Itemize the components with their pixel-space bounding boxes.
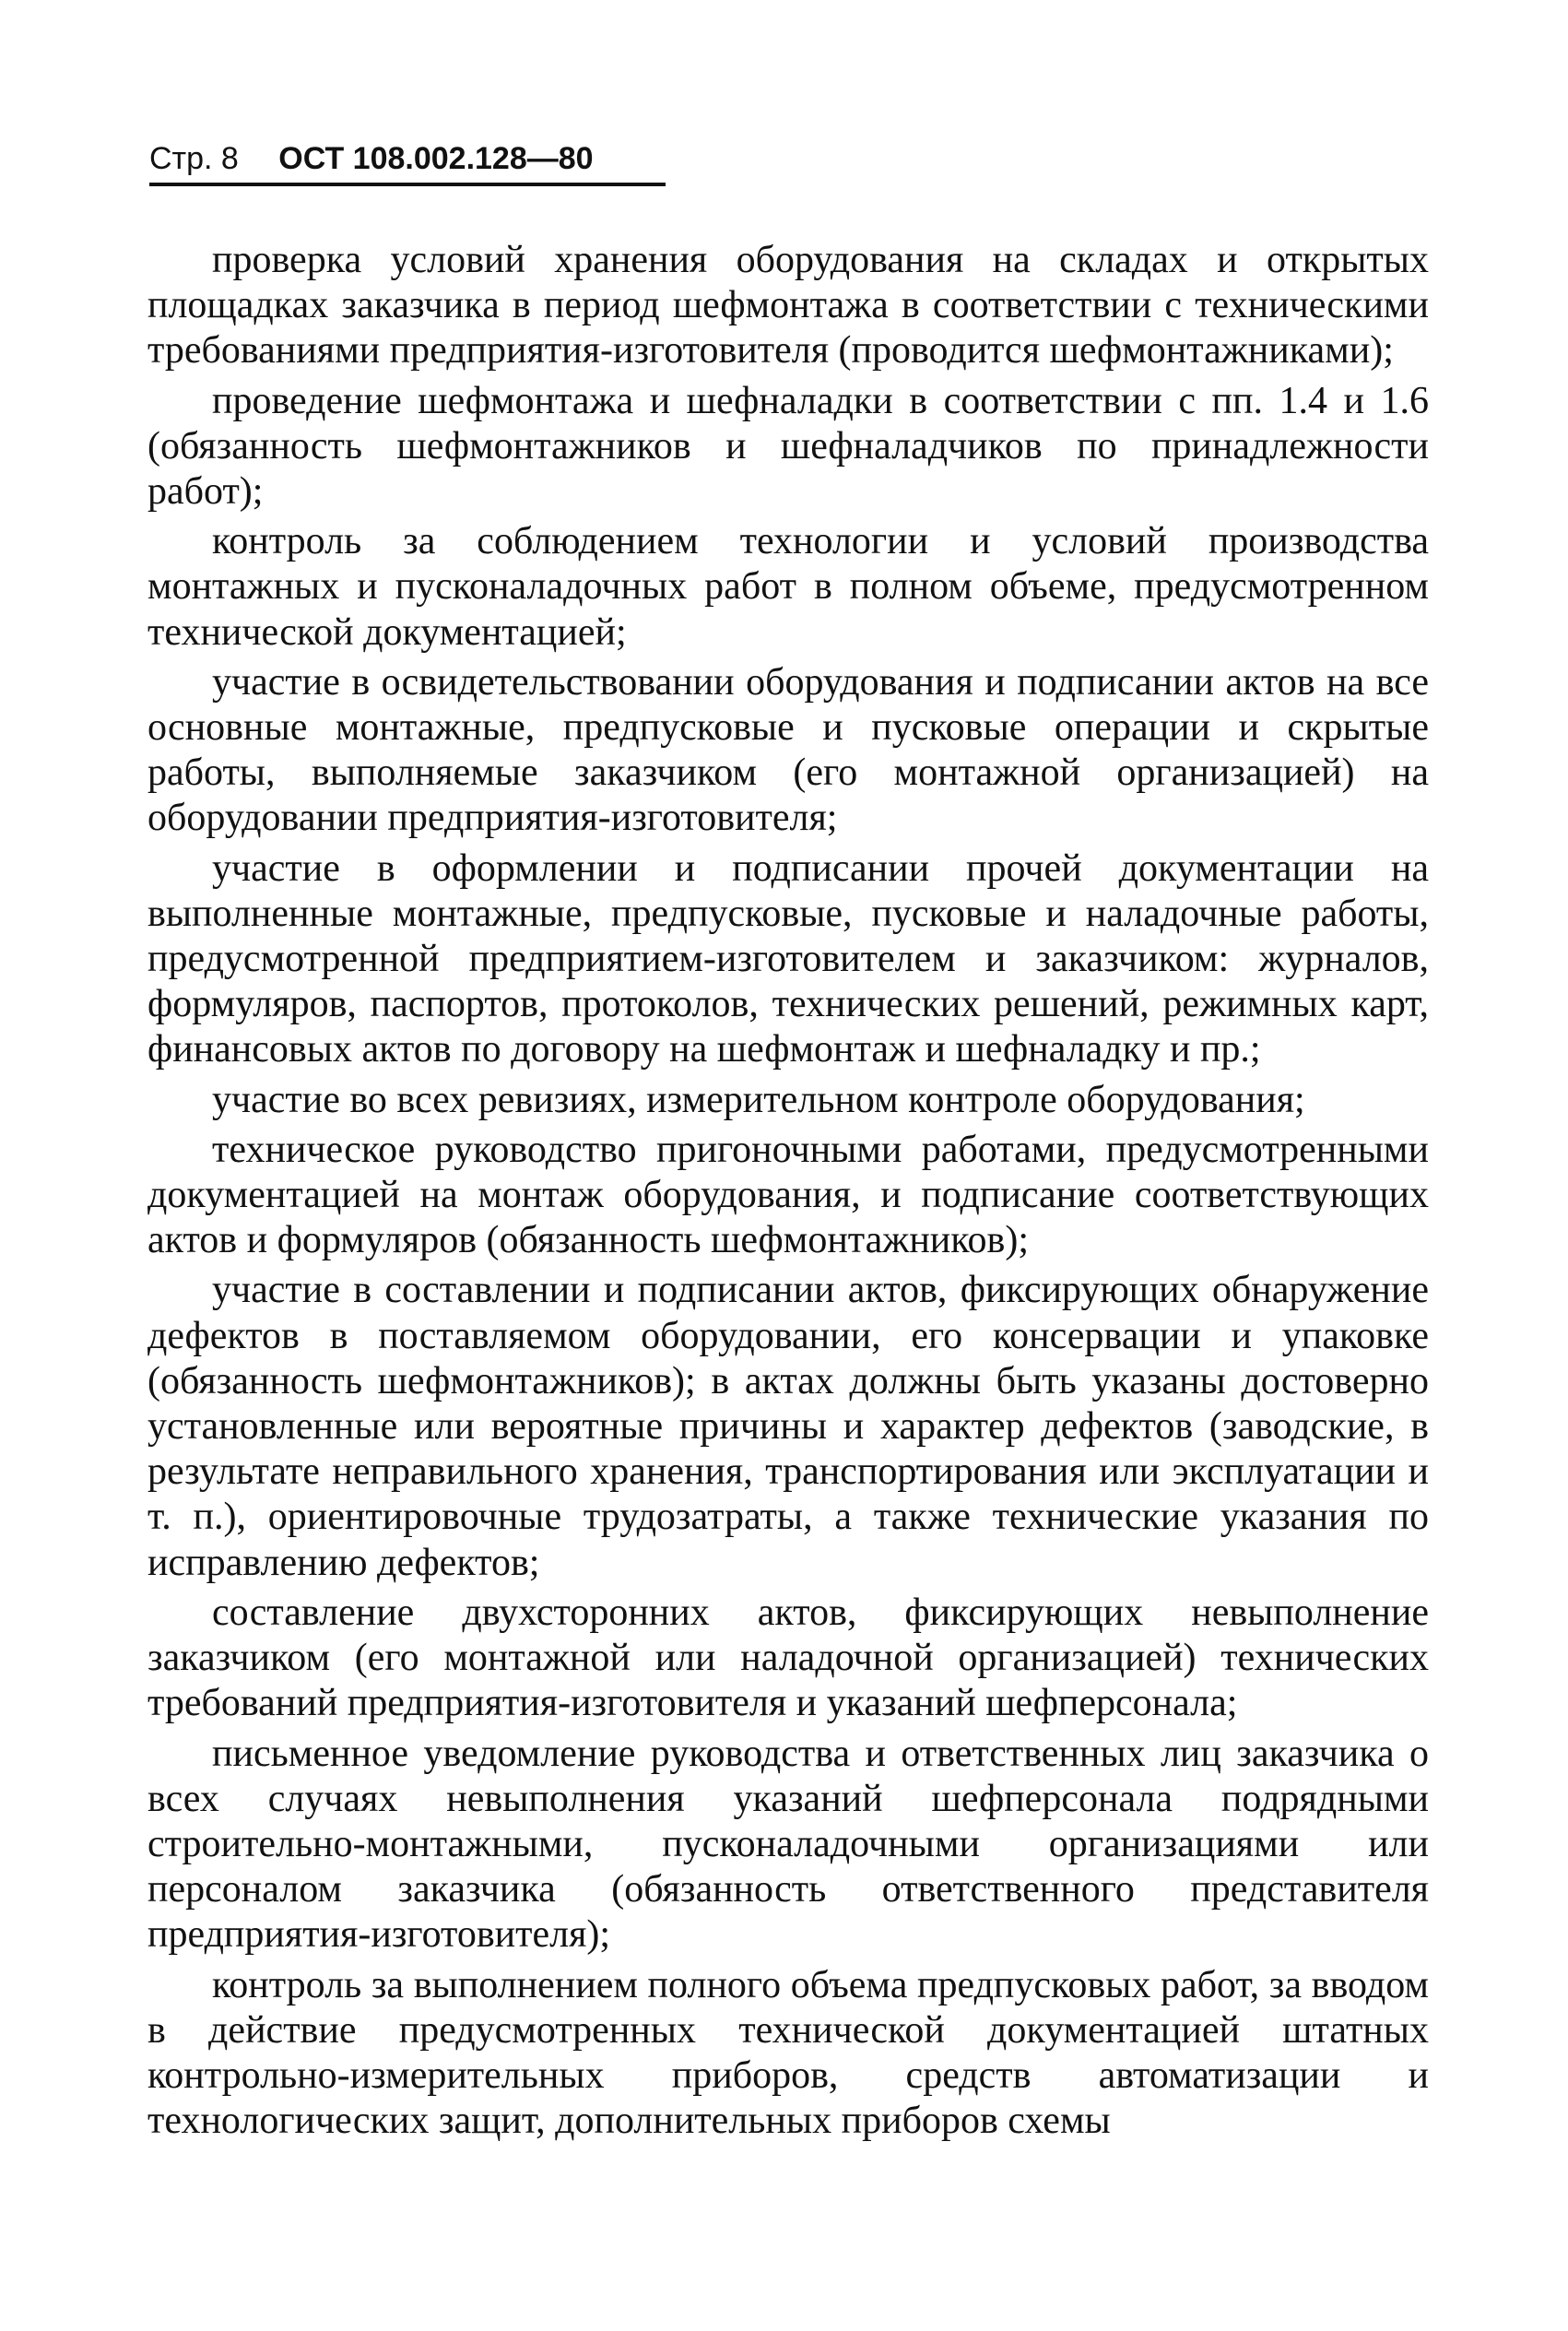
paragraph: составление двухсторонних актов, фиксирующих невыполнение заказчиком (его монтажной или наладочной организацией) технических требований предприятия-изготовителя и указаний шефперсонала; xyxy=(147,1591,1429,1725)
paragraph: проверка условий хранения оборудования на складах и открытых площадках заказчика в период шефмонтажа в соответствии с техническими требованиями предприятия-изготовителя (проводится шефмонтажниками); xyxy=(147,239,1429,373)
paragraph: проведение шефмонтажа и шефналадки в соответствии с пп. 1.4 и 1.6 (обязанность шефмонтажников и шефналадчиков по принадлежности работ); xyxy=(147,379,1429,514)
body-text xyxy=(147,238,1429,2144)
paragraph: письменное уведомление руководства и ответственных лиц заказчика о всех случаях невыполнения указаний шефперсонала подрядными строительно-монтажными, пусконаладочными организациями или персоналом заказчика (обязанность ответственного представителя предприятия-изготовителя); xyxy=(147,1732,1429,1957)
document-code: ОСТ 108.002.128—80 xyxy=(278,141,594,176)
running-header xyxy=(149,135,666,186)
paragraph: участие в оформлении и подписании прочей документации на выполненные монтажные, предпусковые, пусковые и наладочные работы, предусмотренной предприятием-изготовителем и заказчиком: журналов, формуляров, паспортов, протоколов, технических решений, режимных карт, финансовых актов по договору на шефмонтаж и шефналадку и пр.; xyxy=(147,846,1429,1071)
paragraph: техническое руководство пригоночными работами, предусмотренными документацией на монтаж оборудования, и подписание соответствующих актов и формуляров (обязанность шефмонтажников); xyxy=(147,1128,1429,1262)
paragraph: контроль за выполнением полного объема предпусковых работ, за вводом в действие предусмотренных технической документацией штатных контрольно-измерительных приборов, средств автоматизации и технологических защит, дополнительных приборов схемы xyxy=(147,1963,1429,2143)
paragraph: участие в составлении и подписании актов, фиксирующих обнаружение дефектов в поставляемом оборудовании, его консервации и упаковке (обязанность шефмонтажников); в актах должны быть указаны достоверно установленные или вероятные причины и характер дефектов (заводские, в результате неправильного хранения, транспортирования или эксплуатации и т. п.), ориентировочные трудозатраты, а также технические указания по исправлению дефектов; xyxy=(147,1269,1429,1584)
paragraph: контроль за соблюдением технологии и условий производства монтажных и пусконаладочных работ в полном объеме, предусмотренном технической документацией; xyxy=(147,520,1429,654)
paragraph: участие в освидетельствовании оборудования и подписании актов на все основные монтажные, предпусковые и пусковые операции и скрытые работы, выполняемые заказчиком (его монтажной организацией) на оборудовании предприятия-изготовителя; xyxy=(147,660,1429,840)
paragraph: участие во всех ревизиях, измерительном контроле оборудования; xyxy=(212,1078,1305,1121)
page-number: Стр. 8 xyxy=(149,141,239,176)
